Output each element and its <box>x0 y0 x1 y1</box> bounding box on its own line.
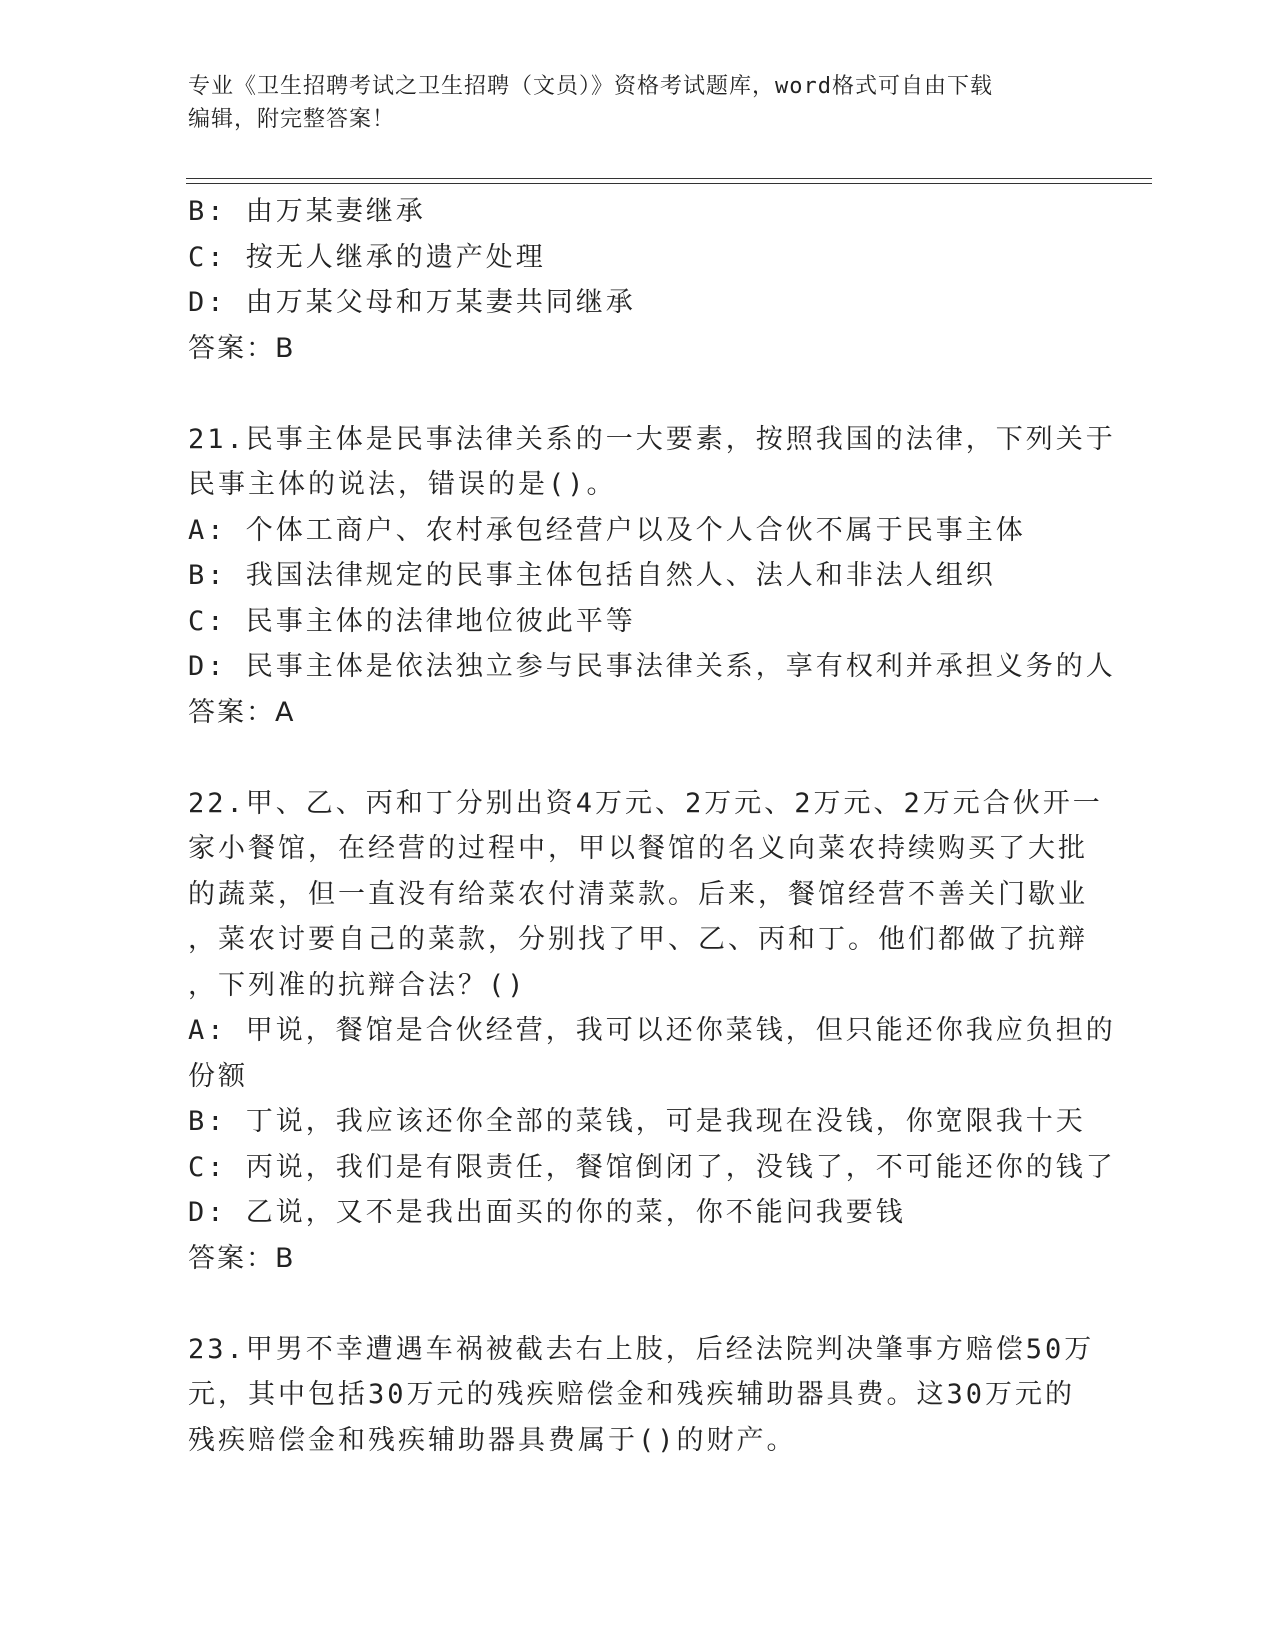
option-d: D: 由万某父母和万某妻共同继承 <box>188 287 636 318</box>
option-c: C: 按无人继承的遗产处理 <box>188 241 546 273</box>
answer-line: 答案：B <box>188 1242 296 1274</box>
question-stem-line: 元，其中包括30万元的残疾赔偿金和残疾辅助器具费。这30万元的 <box>188 1379 1076 1410</box>
answer-line: 答案：A <box>188 696 296 728</box>
option-c: C: 民事主体的法律地位彼此平等 <box>188 605 636 637</box>
question-23 <box>188 1327 1095 1464</box>
option-b: B: 由万某妻继承 <box>188 196 426 227</box>
question-22 <box>188 781 1116 1282</box>
question-stem-line: 民事主体的说法，错误的是()。 <box>188 469 617 500</box>
option-b: B: 丁说，我应该还你全部的菜钱，可是我现在没钱，你宽限我十天 <box>188 1106 1086 1137</box>
option-c: C: 丙说，我们是有限责任，餐馆倒闭了，没钱了，不可能还你的钱了 <box>188 1151 1116 1183</box>
question-stem-line: ，菜农讨要自己的菜款，分别找了甲、乙、丙和丁。他们都做了抗辩 <box>188 924 1088 955</box>
document-header <box>188 70 1068 136</box>
header-line-1: 专业《卫生招聘考试之卫生招聘（文员）》资格考试题库，word格式可自由下载 <box>188 74 993 99</box>
question-stem-line: 家小餐馆，在经营的过程中，甲以餐馆的名义向菜农持续购买了大批 <box>188 833 1088 864</box>
question-spacer <box>188 371 1088 417</box>
option-b: B: 我国法律规定的民事主体包括自然人、法人和非法人组织 <box>188 560 996 591</box>
option-a: A: 甲说，餐馆是合伙经营，我可以还你菜钱，但只能还你我应负担的 <box>188 1015 1116 1046</box>
question-stem-line: 23.甲男不幸遭遇车祸被截去右上肢，后经法院判决肇事方赔偿50万 <box>188 1333 1095 1365</box>
question-stem-line: 残疾赔偿金和残疾辅助器具费属于()的财产。 <box>188 1424 797 1456</box>
header-line-2: 编辑，附完整答案！ <box>188 107 396 132</box>
option-d: D: 民事主体是依法独立参与民事法律关系，享有权利并承担义务的人 <box>188 651 1116 682</box>
answer-line: 答案：B <box>188 332 296 364</box>
question-spacer <box>188 735 1088 781</box>
question-stem-line: ，下列准的抗辩合法？() <box>188 969 527 1001</box>
question-stem-line: 21.民事主体是民事法律关系的一大要素，按照我国的法律，下列关于 <box>188 423 1116 455</box>
header-divider-top <box>186 178 1152 179</box>
question-spacer <box>188 1281 1088 1327</box>
question-21 <box>188 417 1116 736</box>
question-content <box>188 189 1116 1463</box>
question-stem-line: 22.甲、乙、丙和丁分别出资4万元、2万元、2万元、2万元合伙开一 <box>188 787 1103 819</box>
option-a-continuation: 份额 <box>188 1060 248 1092</box>
option-a: A: 个体工商户、农村承包经营户以及个人合伙不属于民事主体 <box>188 514 1026 546</box>
question-20-tail <box>188 189 1088 371</box>
option-d: D: 乙说，又不是我出面买的你的菜，你不能问我要钱 <box>188 1197 906 1228</box>
question-stem-line: 的蔬菜，但一直没有给菜农付清菜款。后来，餐馆经营不善关门歇业 <box>188 878 1088 910</box>
header-divider-bottom <box>186 183 1152 184</box>
